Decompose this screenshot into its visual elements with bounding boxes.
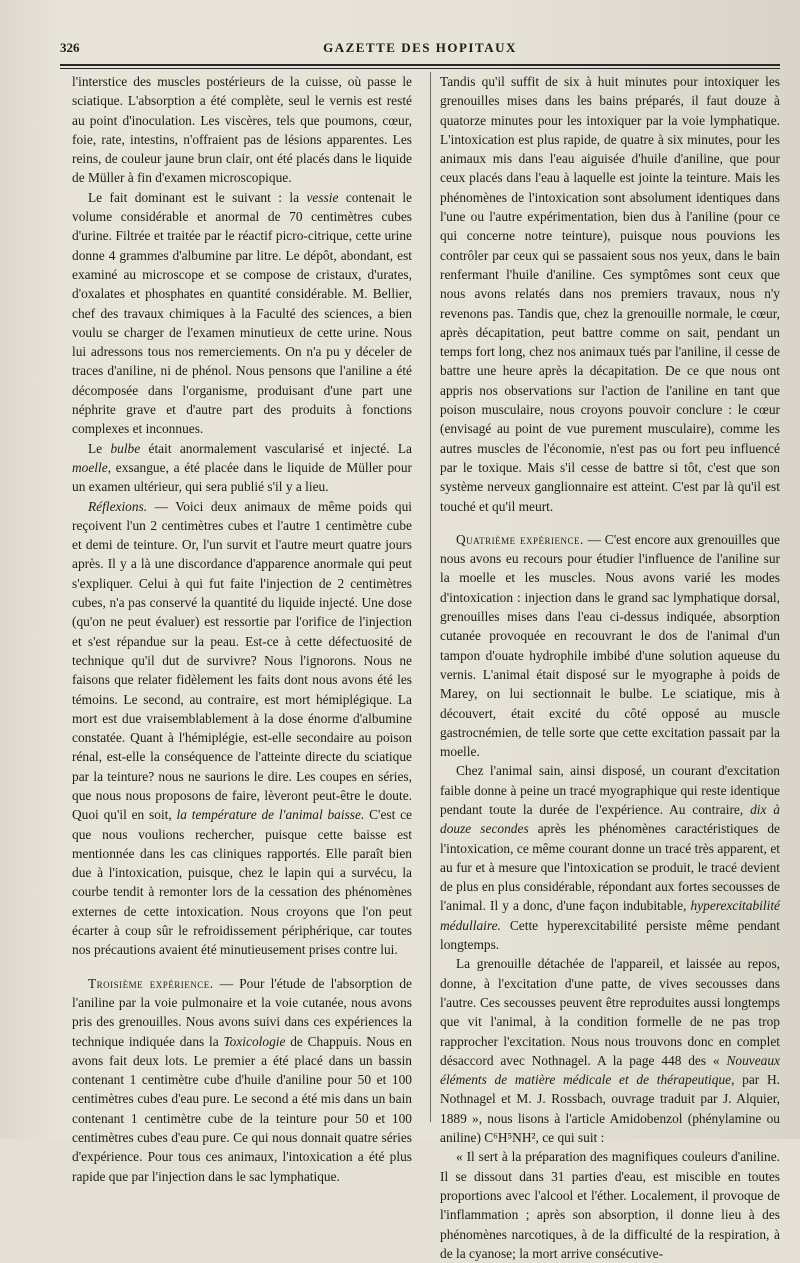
header-rule-thin [60,68,780,69]
section-gap [72,960,412,974]
section-heading: Quatrième expérience. [456,531,584,547]
left-column [72,72,412,1186]
page-number: 326 [60,40,80,55]
paragraph: l'interstice des muscles postérieurs de la cuisse, où passe le sciatique. L'absorption a été complète, seul le vernis est resté au point d'inoculation. Les viscères, tels que poumons, cœur, foie, rate, intestins, n'offraient pas de lésions apparentes. Les reins, de couleur jaune brun clair, ont été placés dans le liquide de Müller à fin d'examen microscopique. [72,74,412,186]
header-rule-thick [60,64,780,66]
paragraph: Tandis qu'il suffit de six à huit minutes pour intoxiquer les grenouilles mises dans les bains préparés, il faut douze à quatorze minutes pour les intoxiquer par la voie lymphatique. L'intoxication est plus rapide, de quatre à six minutes, pour les animaux mis dans l'eau aiguisée d'huile d'aniline, que pour ceux placés dans l'eau à laquelle est jointe la teinture. Mais les phénomènes de l'intoxication sont absolument identiques dans l'une ou l'autre expérimentation, bien dus à l'aniline (pour ce qui concerne notre teinture), puisque nous pouvions les contrôler par ceux qui se passaient sous nos yeux, dans le bain renfermant l'huile d'aniline. Ces symptômes sont ceux que nous avons relatés dans nos premiers travaux, nous n'y revenons pas. Tandis que, chez la grenouille normale, le cœur, après décapitation, peut battre comme on sait, pendant un temps fort long, chez nos animaux tués par l'aniline, il cesse de battre une heure après la décapitation. De ce que nous ont appris nos observations sur l'action de l'aniline en tant que poison musculaire, nous croyons pouvoir conclure : le cœur (envisagé au point de vue purement musculaire), comme les autres muscles de l'économie, n'est pas ou fort peu influencé par le toxique. Mais s'il cesse de battre si tôt, c'est que son système nerveux ganglionnaire est atteint. C'est par là qu'il est touché et qu'il meurt. [440,74,780,514]
paragraph: « Il sert à la préparation des magnifiques couleurs d'aniline. Il se dissout dans 31 parties d'eau, est miscible en toutes proportions avec l'alcool et l'éther. Localement, il provoque de l'inflammation ; après son absorption, il donne lieu à des phénomènes narcotiques, à de la difficulté de la respiration, à de la cyanose; la mort arrive consécutive- [440,1149,780,1261]
paragraph: Réflexions. — Voici deux animaux de même poids qui reçoivent l'un 2 centimètres cubes et l'autre 1 centimètre cube et demi de teinture. Or, l'un survit et l'autre meurt quatre jours après. Il y a là une discordance d'apparence anormale qui peut s'expliquer. Celui à qui fut faite l'injection de 2 centimètres cubes, n'a pas conservé la quantité du liquide injecté. Une dose (qu'on ne peut évaluer) est ressortie par l'orifice de l'injection et s'est répandue sur la peau. Est-ce à cette défectuosité de technique qu'il dut de survivre? Nous l'ignorons. Nous ne faisons que relater fidèlement les faits dont nous avons été les témoins. Le second, au contraire, est mort hémiplégique. La mort est due vraisemblablement à la dose énorme d'albumine constatée. Quant à l'hémiplégie, est-elle secondaire au poison rénal, est-elle la conséquence de l'atteinte directe du sciatique par la teinture? nous ne saurions le dire. Les coupes en séries, que nous nous proposons de faire, lèveront peut-être le doute. Quoi qu'il en soit, la température de l'animal baisse. C'est ce que nous voulions rechercher, puisque cette baisse est mentionnée dans les cas cliniques rapportés. Elle paraît bien due à l'intoxication, puisque, chez le lapin qui a survécu, la courbe tendit à remonter lors de la cessation des phénomènes externes de cette intoxication. Nous croyons que l'on peut écarter à coup sûr le refroidissement périphérique, car toutes nos précautions avaient été minutieusement prises contre lui. [72,498,412,958]
journal-title: GAZETTE DES HOPITAUX [323,40,517,55]
paragraph: Quatrième expérience. — C'est encore aux grenouilles que nous avons eu recours pour étudier l'influence de l'aniline sur la moelle et les muscles. Nous avons varié les modes d'intoxication : injection dans le grand sac lymphatique dorsal, grenouilles mises dans l'eau ci-dessus indiquée, absorption cutanée provoquée en recouvrant le dos de l'animal d'un tampon d'ouate hydrophile imbibé d'une solution aqueuse du vernis. L'animal était disposé sur le myographe à poids de Marey, on lui sectionnait le bulbe. Le sciatique, mis à découvert, était excité du côté opposé au muscle gastrocnémien, de telle sorte que cette excitation passait par la moelle. [440,531,780,760]
paragraph: Le bulbe était anormalement vascularisé et injecté. La moelle, exsangue, a été placée dans le liquide de Müller pour un examen ultérieur, qui sera publié s'il y a lieu. [72,440,412,495]
section-gap [440,516,780,530]
right-column [440,72,780,1263]
page-header [60,40,780,60]
section-heading: Troisième expérience. [88,975,214,991]
column-divider [430,72,431,1122]
paragraph: Le fait dominant est le suivant : la vessie contenait le volume considérable et anormal de 70 centimètres cubes d'urine. Filtrée et traitée par le réactif picro-citrique, cette urine donne 4 grammes d'albumine par litre. Le dépôt, abondant, est examiné au microscope et se compose de cristaux, d'urates, d'oxalates et phosphates en quantité considérable. M. Bellier, chef des travaux chimiques à la Faculté des sciences, a bien voulu se charger de l'examen minutieux de cette urine. Nous lui adressons tous nos remerciements. On n'a pu y déceler de traces d'aniline, ni de phénol. Nous pensons que l'aniline a été décomposée dans l'organisme, produisant d'une part une néphrite grave et d'autre part des produits à fonctions complexes et inconnues. [72,189,413,437]
paragraph: Troisième expérience. — Pour l'étude de l'absorption de l'aniline par la voie pulmonaire et la voie cutanée, nous avons pris des grenouilles. Nous avons suivi dans ces expériences la technique indiquée dans la Toxicologie de Chappuis. Nous en avons fait deux lots. Le premier a été placé dans un bassin contenant 1 centimètre cube d'huile d'aniline pour 50 et 100 centimètres cubes d'eau pure. Le second a été mis dans un bain contenant 1 centimètre cube de la teinture pour 50 et 100 centimètres cubes d'eau pure. Ce qui nous donnait quatre séries d'expérience. Pour tous ces animaux, l'intoxication a été plus rapide que par l'injection dans le sac lymphatique. [72,975,412,1184]
paragraph: Chez l'animal sain, ainsi disposé, un courant d'excitation faible donne à peine un tracé myographique qui reste identique pendant toute la durée de l'expérience. Au contraire, dix à douze secondes après les phénomènes caractéristiques de l'intoxication, ce même courant donne un tracé très apparent, et au fur et à mesure que l'intoxication se produit, le tracé devient de plus en plus considérable, répondant aux fortes secousses de l'animal. Il y a donc, d'une façon indubitable, hyperexcitabilité médullaire. Cette hyperexcitabilité persiste même pendant longtemps. [440,763,780,953]
paragraph: La grenouille détachée de l'appareil, et laissée au repos, donne, à l'excitation d'une patte, de vives secousses dans l'autre. Ces secousses peuvent être reproduites aussi longtemps que vit l'animal, à la condition formelle de ne pas trop rapprocher l'excitation. Nous nous trouvons donc en complet désaccord avec Nothnagel. A la page 448 des « Nouveaux éléments de matière médicale et de thérapeutique, par H. Nothnagel et M. J. Rossbach, ouvrage traduit par J. Alquier, 1889 », nous lisons à l'article Amidobenzol (phénylamine ou aniline) C⁶H⁵NH², ce qui suit : [440,956,780,1146]
